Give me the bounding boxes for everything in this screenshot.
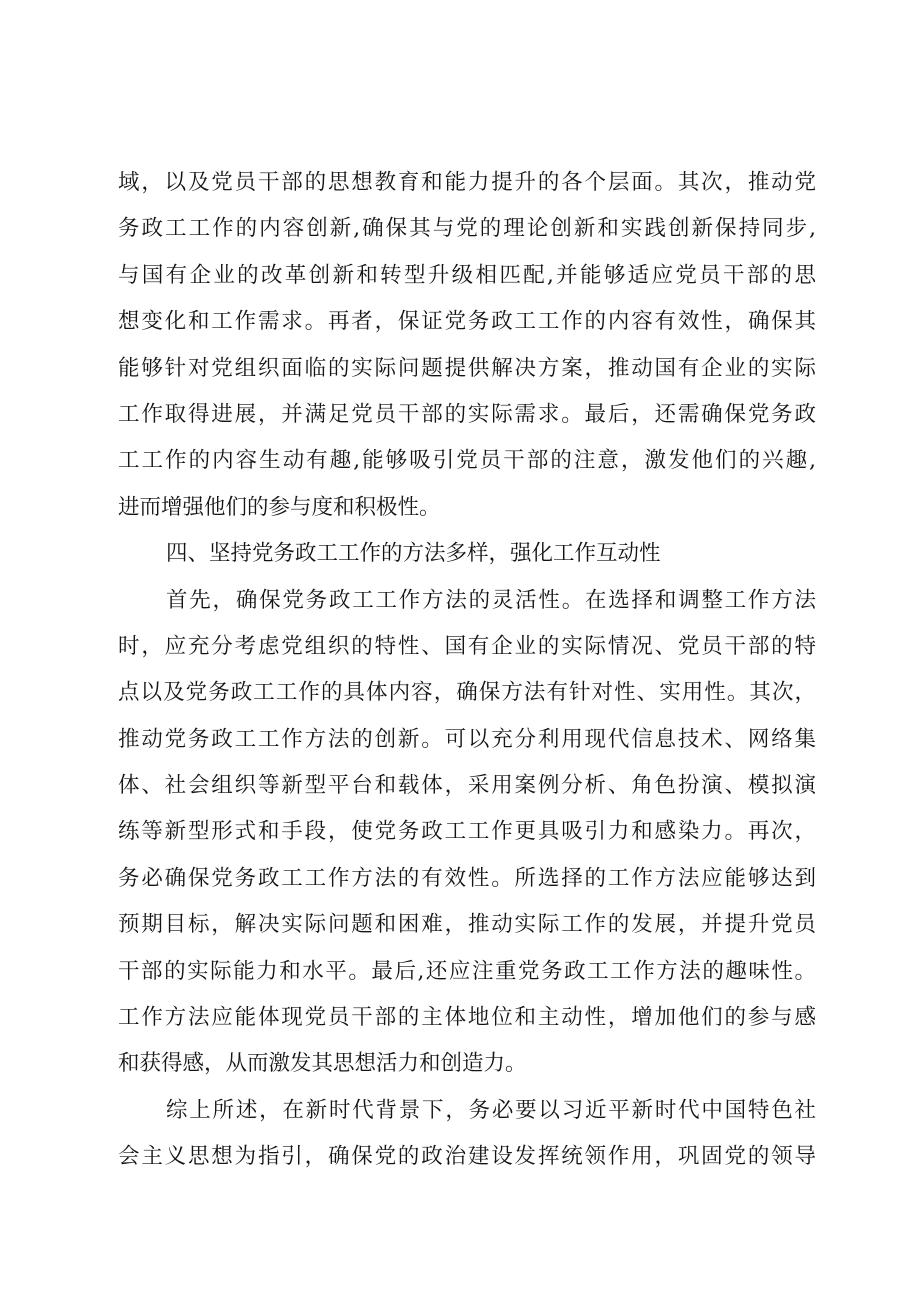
text-line: 务必确保党务政工工作方法的有效性。所选择的工作方法应能够达到 [118, 865, 816, 891]
text-line: 首先，确保党务政工工作方法的灵活性。在选择和调整工作方法 [166, 587, 816, 613]
text-line: 工工作的内容生动有趣,能够吸引党员干部的注意，激发他们的兴趣, [118, 448, 816, 474]
text-line: 想变化和工作需求。再者，保证党务政工工作的内容有效性，确保其 [118, 309, 816, 335]
text-line: 进而增强他们的参与度和积极性。 [118, 494, 441, 520]
text-line: 会主义思想为指引，确保党的政治建设发挥统领作用，巩固党的领导 [118, 1144, 816, 1170]
paragraph-conclusion [118, 1088, 816, 1181]
text-line: 练等新型形式和手段，使党务政工工作更具吸引力和感染力。再次， [118, 819, 816, 845]
text-line: 和获得感，从而激发其思想活力和创造力。 [118, 1051, 527, 1077]
text-line: 能够针对党组织面临的实际问题提供解决方案，推动国有企业的实际 [118, 355, 816, 381]
text-line: 综上所述，在新时代背景下，务必要以习近平新时代中国特色社 [166, 1097, 816, 1123]
text-line: 域，以及党员干部的思想教育和能力提升的各个层面。其次，推动党 [118, 170, 816, 195]
text-line: 点以及党务政工工作的具体内容，确保方法有针对性、实用性。其次， [118, 680, 816, 706]
paragraph-methods [118, 578, 816, 1088]
section-heading: 四、坚持党务政工工作的方法多样，强化工作互动性 [166, 541, 661, 567]
text-line: 预期目标，解决实际问题和困难，推动实际工作的发展，并提升党员 [118, 912, 816, 938]
text-line: 与国有企业的改革创新和转型升级相匹配,并能够适应党员干部的思 [118, 262, 816, 288]
text-line: 干部的实际能力和水平。最后,还应注重党务政工工作方法的趣味性。 [118, 958, 816, 984]
text-line: 体、社会组织等新型平台和载体，采用案例分析、角色扮演、模拟演 [118, 773, 816, 799]
text-line: 时，应充分考虑党组织的特性、国有企业的实际情况、党员干部的特 [118, 633, 816, 659]
document-body [118, 160, 816, 1181]
text-line: 工作取得进展，并满足党员干部的实际需求。最后，还需确保党务政 [118, 401, 816, 427]
text-line: 务政工工作的内容创新,确保其与党的理论创新和实践创新保持同步, [118, 216, 816, 242]
paragraph-content-requirements [118, 160, 816, 531]
text-line: 工作方法应能体现党员干部的主体地位和主动性，增加他们的参与感 [118, 1005, 816, 1031]
text-line: 推动党务政工工作方法的创新。可以充分利用现代信息技术、网络集 [118, 726, 816, 752]
